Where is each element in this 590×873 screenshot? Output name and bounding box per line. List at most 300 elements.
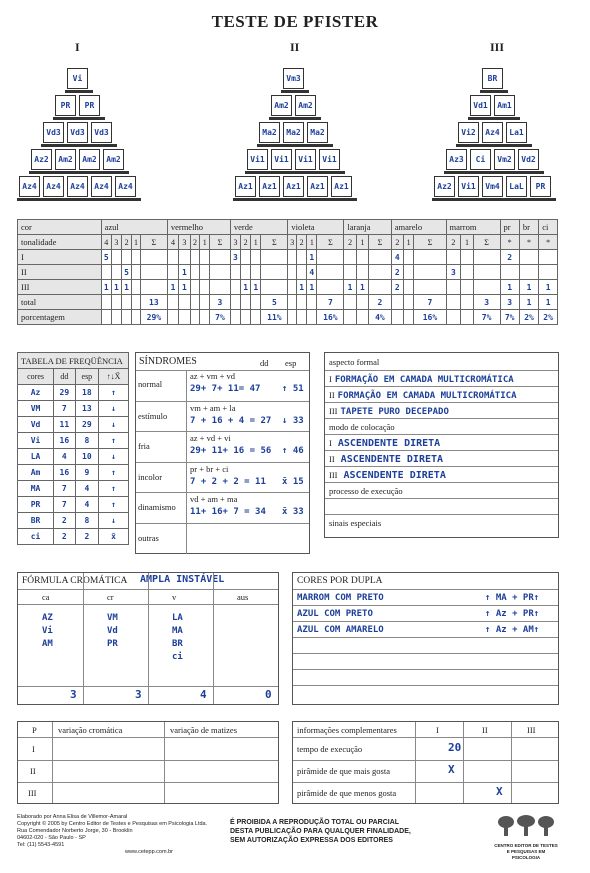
count-cell: 3 [446,265,461,280]
count-cell [121,250,131,265]
count-cell: 1 [179,265,190,280]
pyramid-II-cell: Vi1 [295,149,316,170]
count-cell [446,250,461,265]
count-cell [167,295,178,310]
frequency-row [18,433,129,449]
pyramid-II-cell: Ma2 [283,122,304,143]
credit-line: Rua Comendador Norberto Jorge, 30 - Brooklin [17,828,133,834]
count-cell [317,250,344,265]
pyramid-I-cell: Vd3 [43,122,64,143]
publisher-logo [494,814,558,861]
frequency-cell: Am [18,465,54,481]
frequency-cell: 2 [54,513,75,529]
complementary-col-II: II [482,725,488,735]
count-cell [446,280,461,295]
pyramid-I [19,68,139,203]
pyramid-II-cell: Az1 [283,176,304,197]
count-cell [356,310,368,325]
count-cell: 1 [179,280,190,295]
frequency-cell: ↓ [99,449,129,465]
tone-cell: 2 [391,235,403,250]
count-cell [461,265,474,280]
pyramid-step [245,171,345,174]
count-cell [446,310,461,325]
count-cell [251,250,261,265]
frequency-cell: Vi [18,433,54,449]
count-cell: 1 [241,280,251,295]
star-cell: * [539,235,558,250]
chromatic-header: v [172,592,177,602]
count-cell [179,310,190,325]
syndrome-row [136,401,309,433]
tone-cell: 3 [230,235,240,250]
count-cell [461,280,474,295]
count-cell [179,295,190,310]
count-cell [167,310,178,325]
syndrome-formula: pr + br + ci [190,463,229,474]
count-cell [391,310,403,325]
color-table-row [18,265,558,280]
variation-header-hue: variação de matizes [170,725,238,735]
pyramid-step [41,144,117,147]
count-cell: 1 [307,250,317,265]
color-name-header: br [519,220,538,235]
frequency-cell: 7 [54,497,75,513]
frequency-header: cores [18,369,54,385]
count-cell: 4% [369,310,392,325]
frequency-cell: BR [18,513,54,529]
tone-cell: 2 [297,235,307,250]
count-cell: 3 [230,250,240,265]
pyramid-III-cell: Az2 [434,176,455,197]
count-cell [403,250,413,265]
frequency-header: dd [54,369,75,385]
count-cell: 29% [140,310,167,325]
count-cell [414,265,446,280]
chromatic-item: BR [172,639,183,649]
count-cell: 5 [261,295,288,310]
syndrome-row [136,431,309,463]
pair-text: MARROM COM PRETO [297,593,384,603]
count-cell: 1 [111,280,121,295]
aspect-roman: II [329,390,335,400]
tone-cell: 4 [167,235,178,250]
count-cell: 1 [500,280,519,295]
count-cell: 16% [317,310,344,325]
placement-value: ASCENDENTE DIRETA [337,438,441,449]
tone-cell: 1 [461,235,474,250]
count-cell [241,295,251,310]
chromatic-item: AZ [42,613,53,623]
aspect-line [329,390,516,401]
pyramid-II-cell: Vi1 [247,149,268,170]
count-cell [288,250,297,265]
pyramid-I-cell: Az4 [43,176,64,197]
frequency-cell: ↓ [99,401,129,417]
credit-line: 04602-020 - São Paulo - SP [17,835,86,841]
count-cell [288,280,297,295]
color-name-header: laranja [344,220,391,235]
pyramid-I-cell: Az4 [115,176,136,197]
syndrome-name: outras [138,532,159,543]
variation-header-p: P [32,725,37,735]
chromatic-header: ca [42,592,50,602]
credit-line: Tel: (11) 5543-4591 [17,842,65,848]
count-cell [132,280,141,295]
count-cell: 4 [307,265,317,280]
count-cell: 1 [356,280,368,295]
count-cell [317,280,344,295]
pyramid-I-cell: PR [55,95,76,116]
placement-line [329,438,440,449]
count-cell [200,280,210,295]
pyramid-III-cell: Vi2 [458,122,479,143]
syndrome-name: dinamismo [138,502,176,512]
complementary-value: X [448,763,455,776]
complementary-label: pirâmide de que menos gosta [297,788,397,798]
pyramid-III-cell: PR [530,176,551,197]
chromatic-total: 3 [70,688,77,701]
count-cell [297,295,307,310]
count-cell: 7% [473,310,500,325]
count-cell [473,280,500,295]
formal-aspect-box [324,352,559,538]
count-cell [200,310,210,325]
pyramid-II-cell: Az1 [259,176,280,197]
complementary-value: 20 [448,741,462,754]
count-cell: 2% [519,310,538,325]
pair-result: ↑ MA + PR↑ [485,593,540,603]
count-cell: 2 [369,295,392,310]
frequency-cell: 16 [54,465,75,481]
syndrome-name: fria [138,441,150,451]
frequency-header: esp [75,369,99,385]
tone-cell: Σ [261,235,288,250]
tone-cell: 1 [200,235,210,250]
count-cell [132,310,141,325]
count-cell [344,310,356,325]
color-count-table [17,219,558,325]
color-table-row [18,295,558,310]
frequency-cell: 29 [54,385,75,401]
placement-roman: I [329,438,332,448]
logo-text [494,843,558,861]
pyramid-I-cell: Az4 [67,176,88,197]
syndrome-result: ↓ 33 [282,415,304,426]
tone-cell: Σ [317,235,344,250]
tone-cell: 2 [446,235,461,250]
pyramid-III-cell: Vm4 [482,176,503,197]
count-cell [190,280,200,295]
count-cell: 5 [101,250,111,265]
count-cell [473,265,500,280]
credit-line: Copyright © 2005 by Centro Editor de Testes e Pesquisas em Psicologia Ltda. [17,821,208,827]
frequency-cell: 4 [75,497,99,513]
chromatic-item: PR [107,639,118,649]
count-cell [132,250,141,265]
color-table-row [18,280,558,295]
tone-cell: 1 [132,235,141,250]
chromatic-total: 3 [135,688,142,701]
pyramid-step [281,90,309,93]
count-cell [539,265,558,280]
syndrome-name: estímulo [138,410,168,421]
syndromes-title: SÍNDROMES [139,356,197,367]
chromatic-total: 0 [265,688,272,701]
pyramid-III-cell: BR [482,68,503,89]
chromatic-item: LA [172,613,183,623]
pyramid-III-cell: LaL [506,176,527,197]
frequency-cell: ↑ [99,481,129,497]
frequency-row [18,513,129,529]
color-name-header: pr [500,220,519,235]
count-cell [140,280,167,295]
complementary-col-III: III [527,725,536,735]
pair-text: AZUL COM AMARELO [297,625,384,635]
frequency-cell: 8 [75,513,99,529]
page-title: TESTE DE PFISTER [211,12,379,31]
syndromes-box [135,352,310,554]
complementary-col-I: I [436,725,439,735]
count-cell [190,265,200,280]
count-cell: 7% [210,310,231,325]
aspect-line [329,374,514,385]
count-cell [121,310,131,325]
pyramid-step [456,144,532,147]
row-label: porcentagem [18,310,102,325]
syndromes-dd-header: dd [260,358,269,368]
chromatic-header: aus [237,592,249,602]
frequency-row [18,497,129,513]
count-cell [297,310,307,325]
signs-title: sinais especiais [329,518,382,528]
count-cell: 1 [251,280,261,295]
count-cell [344,265,356,280]
count-cell [500,265,519,280]
count-cell [288,295,297,310]
pyramid-III-cell: Az3 [446,149,467,170]
chromatic-total: 4 [200,688,207,701]
count-cell: 1 [101,280,111,295]
count-cell: 1 [307,280,317,295]
count-cell: 1 [121,280,131,295]
warning-line: É PROIBIDA A REPRODUÇÃO TOTAL OU PARCIAL [230,819,400,826]
tone-cell: 1 [403,235,413,250]
count-cell [101,310,111,325]
count-cell: 3 [473,295,500,310]
count-cell [111,295,121,310]
tone-cell: 3 [111,235,121,250]
tone-cell: 2 [344,235,356,250]
count-cell [414,250,446,265]
count-cell [369,280,392,295]
count-cell [251,295,261,310]
pyramid-III-cell: Am1 [494,95,515,116]
color-name-header: amarelo [391,220,446,235]
syndromes-esp-header: esp [285,358,297,368]
frequency-cell: 8 [75,433,99,449]
pyramid-II-cell: Az1 [331,176,352,197]
pyramid-II-cell: Vi1 [271,149,292,170]
frequency-cell: 11 [54,417,75,433]
frequency-cell: 4 [75,481,99,497]
count-cell [111,265,121,280]
count-cell: 3 [210,295,231,310]
variation-row-I: I [32,744,35,754]
count-cell: 1 [297,280,307,295]
syndrome-formula: vm + am + la [190,402,236,413]
syndrome-name: incolor [138,471,163,482]
tone-header-label: tonalidade [18,235,102,250]
count-cell [132,295,141,310]
frequency-cell: 13 [75,401,99,417]
count-cell [132,265,141,280]
count-cell: 2% [539,310,558,325]
count-cell [261,250,288,265]
aspect-roman: III [329,406,338,416]
pyramid-II-cell: Ma2 [307,122,328,143]
count-cell [519,250,538,265]
count-cell [473,250,500,265]
row-label: II [18,265,102,280]
frequency-cell: LA [18,449,54,465]
count-cell [210,250,231,265]
pyramid-II-cell: Az1 [307,176,328,197]
pyramid-II-cell: Vm3 [283,68,304,89]
star-cell: * [500,235,519,250]
tree-logo-icon [496,814,556,838]
frequency-cell: 7 [54,481,75,497]
frequency-cell: ↓ [99,417,129,433]
placement-value: ASCENDENTE DIRETA [343,470,446,481]
syndrome-row [136,370,309,401]
placement-line [329,470,446,481]
pyramid-I-cell: Vd3 [91,122,112,143]
complementary-label: pirâmide de que mais gosta [297,766,391,776]
frequency-row [18,417,129,433]
pyramid-III-cell: Vi1 [458,176,479,197]
logo-line: E PESQUISAS EM PSICOLOGIA [506,849,546,860]
chromatic-item: VM [107,613,118,623]
count-cell [230,295,240,310]
row-label: total [18,295,102,310]
count-cell: 2 [500,250,519,265]
syndrome-result: x̄ 15 [282,476,304,487]
count-cell [403,295,413,310]
footer-warning [230,818,411,845]
count-cell [539,250,558,265]
placement-roman: III [329,470,338,480]
aspect-line [329,406,449,417]
frequency-cell: ↑ [99,385,129,401]
placement-roman: II [329,454,335,464]
count-cell [519,265,538,280]
chromatic-title: FÓRMULA CROMÁTICA [22,576,128,586]
warning-line: SEM AUTORIZAÇÃO EXPRESSA DOS EDITORES [230,837,393,844]
count-cell: 1 [344,280,356,295]
count-cell [101,265,111,280]
pyramid-II-cell: Ma2 [259,122,280,143]
frequency-cell: ↓ [99,513,129,529]
pyramid-I-cell: Vd3 [67,122,88,143]
tone-cell: 1 [356,235,368,250]
count-cell [210,265,231,280]
frequency-cell: VM [18,401,54,417]
count-cell [403,310,413,325]
tone-cell: 2 [121,235,131,250]
frequency-cell: ↑ [99,497,129,513]
frequency-row [18,401,129,417]
pyramid-step [468,117,520,120]
count-cell [230,265,240,280]
chromatic-header: cr [107,592,114,602]
pyramid-I-cell: Az4 [19,176,40,197]
variation-header-chromatic: variação cromática [58,725,123,735]
chromatic-formula-box [17,572,279,705]
count-cell: 1 [519,295,538,310]
count-cell [241,265,251,280]
aspect-value: FORMAÇÃO EM CAMADA MULTICROMÁTICA [337,391,517,401]
count-cell: 7% [500,310,519,325]
pyramid-I-cell: Am2 [103,149,124,170]
pyramid-III-cell: Vd2 [518,149,539,170]
count-cell [414,280,446,295]
syndrome-calc: 7 + 2 + 2 = 11 [190,476,266,487]
chromatic-item: MA [172,626,183,636]
tone-cell: Σ [473,235,500,250]
count-cell: 4 [391,250,403,265]
frequency-cell: 10 [75,449,99,465]
aspect-title: aspecto formal [329,357,380,367]
pairs-title: CORES POR DUPLA [297,576,383,586]
pyramid-label-III: III [490,40,505,54]
chromatic-item: Vi [42,626,53,636]
pyramid-II-cell: Az1 [235,176,256,197]
count-cell [167,250,178,265]
count-cell [167,265,178,280]
syndrome-calc: 29+ 11+ 16 = 56 [190,446,272,456]
logo-line: CENTRO EDITOR DE TESTES [494,843,558,848]
count-cell [179,250,190,265]
frequency-cell: ↑ [99,465,129,481]
chromatic-value: AMPLA INSTÁVEL [140,574,225,585]
count-cell [317,265,344,280]
tone-cell: Σ [140,235,167,250]
count-cell: 1 [519,280,538,295]
color-table-row [18,250,558,265]
frequency-cell: 18 [75,385,99,401]
footer-credits [17,814,247,849]
count-cell [230,280,240,295]
pyramid-III-cell: Ci [470,149,491,170]
pyramid-step [257,144,333,147]
count-cell [261,280,288,295]
frequency-cell: 9 [75,465,99,481]
complementary-label: tempo de execução [297,744,363,754]
pyramid-I-cell: Az2 [31,149,52,170]
frequency-table [17,352,129,545]
frequency-cell: MA [18,481,54,497]
count-cell [190,250,200,265]
tone-cell: Σ [369,235,392,250]
pyramid-III [434,68,554,203]
frequency-row [18,385,129,401]
count-cell [210,280,231,295]
chromatic-item: Vd [107,626,118,636]
footer-url: www.cetepp.com.br [125,849,173,855]
pyramid-II-cell: Am2 [271,95,292,116]
syndrome-row [136,523,309,555]
